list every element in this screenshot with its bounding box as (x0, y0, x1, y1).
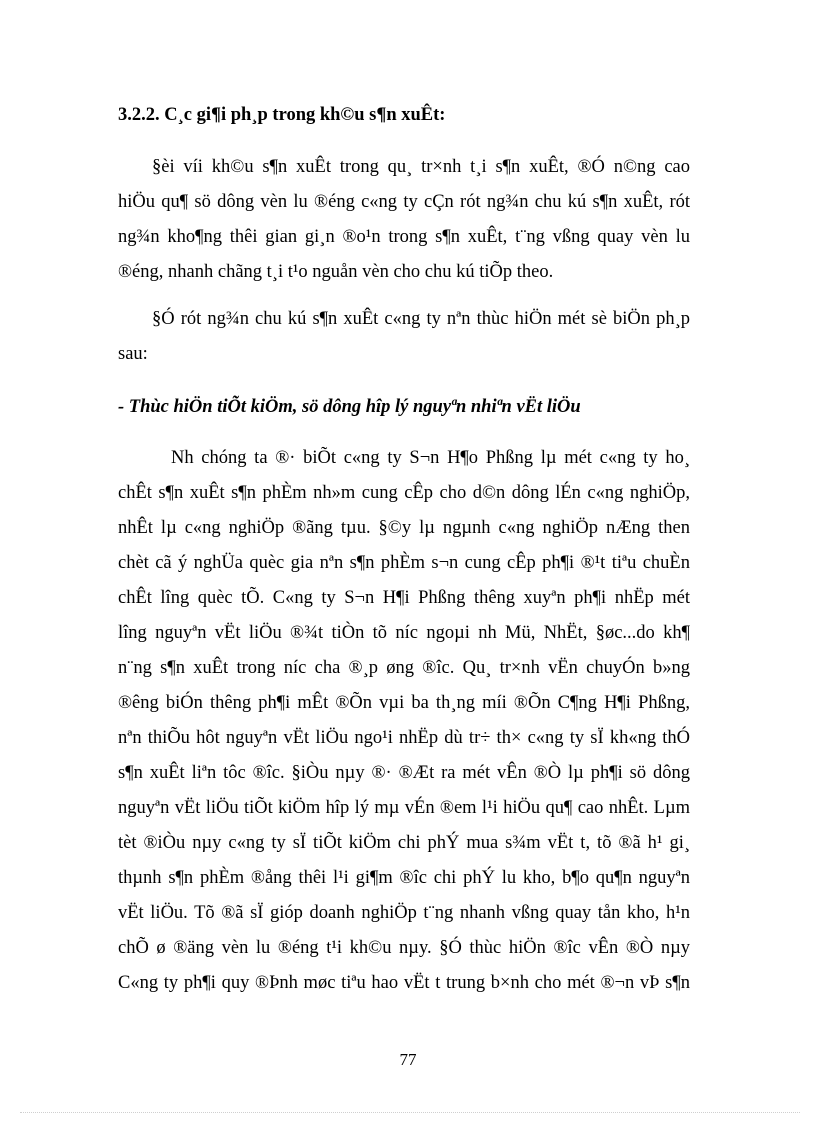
paragraph-3-line-4: chèt cã ý nghÜa quèc gia nªn s¶n phÈm s¬n cung cÊp ph¶i ®¹t tiªu chuÈn (118, 553, 690, 573)
paragraph-3-line-10: s¶n xuÊt liªn tôc ®îc. §iÒu nµy ®· ®Æt ra mét vÊn ®Ò lµ ph¶i sö dông (118, 763, 690, 783)
paragraph-3-line-5: chÊt lîng quèc tÕ. C«ng ty S¬n H¶i Phßng thêng xuyªn ph¶i nhËp mét (118, 588, 690, 608)
paragraph-1-line-2: hiÖu qu¶ sö dông vèn lu ®éng c«ng ty cÇn rót ng¾n chu kú s¶n xuÊt, rót (118, 192, 690, 212)
paragraph-3-line-9: nªn thiÕu hôt nguyªn vËt liÖu ngo¹i nhËp dù tr÷ th× c«ng ty sÏ kh«ng thÓ (118, 728, 690, 748)
paragraph-3-line-6: lîng nguyªn vËt liÖu ®¾t tiÒn tõ níc ngoµi nh Mü, NhËt, §øc...do kh¶ (118, 623, 690, 643)
page-number: 77 (399, 1050, 417, 1069)
paragraph-3-line-13: thµnh s¶n phÈm ®ång thêi l¹i gi¶m ®îc chi phÝ lu kho, b¶o qu¶n nguyªn (118, 868, 690, 888)
paragraph-2-line-1: §Ó rót ng¾n chu kú s¶n xuÊt c«ng ty nªn thùc hiÖn mét sè biÖn ph¸p (152, 309, 690, 329)
paragraph-3-line-3: nhÊt lµ c«ng nghiÖp ®ãng tµu. §©y lµ ngµnh c«ng nghiÖp nÆng then (118, 518, 690, 538)
page-bottom-divider (20, 1112, 800, 1113)
paragraph-3-line-2: chÊt s¶n xuÊt s¶n phÈm nh»m cung cÊp cho d©n dông lÉn c«ng nghiÖp, (118, 483, 690, 503)
paragraph-1-line-4: ®éng, nhanh chãng t¸i t¹o nguån vèn cho chu kú tiÕp theo. (118, 262, 554, 282)
sub-heading: - Thùc hiÖn tiÕt kiÖm, sö dông hîp lý nguyªn nhiªn vËt liÖu (118, 397, 581, 417)
paragraph-3-line-16: C«ng ty ph¶i quy ®Þnh møc tiªu hao vËt t trung b×nh cho mét ®¬n vÞ s¶n (118, 973, 690, 993)
paragraph-3-line-8: ®êng biÓn thêng ph¶i mÊt ®Õn vµi ba th¸ng míi ®Õn C¶ng H¶i Phßng, (118, 693, 690, 713)
paragraph-3-line-14: vËt liÖu. Tõ ®ã sÏ gióp doanh nghiÖp t¨ng nhanh vßng quay tån kho, h¹n (118, 903, 690, 923)
paragraph-3-line-12: tèt ®iÒu nµy c«ng ty sÏ tiÕt kiÖm chi phÝ mua s¾m vËt t, tõ ®ã h¹ gi¸ (118, 833, 690, 853)
paragraph-2-line-2: sau: (118, 344, 148, 364)
paragraph-1-line-3: ng¾n kho¶ng thêi gian gi¸n ®o¹n trong s¶n xuÊt, t¨ng vßng quay vèn lu (118, 227, 690, 247)
section-heading: 3.2.2. C¸c gi¶i ph¸p trong kh©u s¶n xuÊt: (118, 105, 446, 125)
paragraph-3-line-1: Nh chóng ta ®· biÕt c«ng ty S¬n H¶o Phßng lµ mét c«ng ty ho¸ (171, 448, 690, 468)
paragraph-3-line-11: nguyªn vËt liÖu tiÕt kiÖm hîp lý mµ vÉn ®em l¹i hiÖu qu¶ cao nhÊt. Lµm (118, 798, 690, 818)
paragraph-3-line-15: chÕ ø ®äng vèn lu ®éng t¹i kh©u nµy. §Ó thùc hiÖn ®îc vÊn ®Ò nµy (118, 938, 690, 958)
paragraph-1-line-1: §èi víi kh©u s¶n xuÊt trong qu¸ tr×nh t¸i s¶n xuÊt, ®Ó n©ng cao (152, 157, 690, 177)
paragraph-3-line-7: n¨ng s¶n xuÊt trong níc cha ®¸p øng ®îc. Qu¸ tr×nh vËn chuyÓn b»ng (118, 658, 690, 678)
